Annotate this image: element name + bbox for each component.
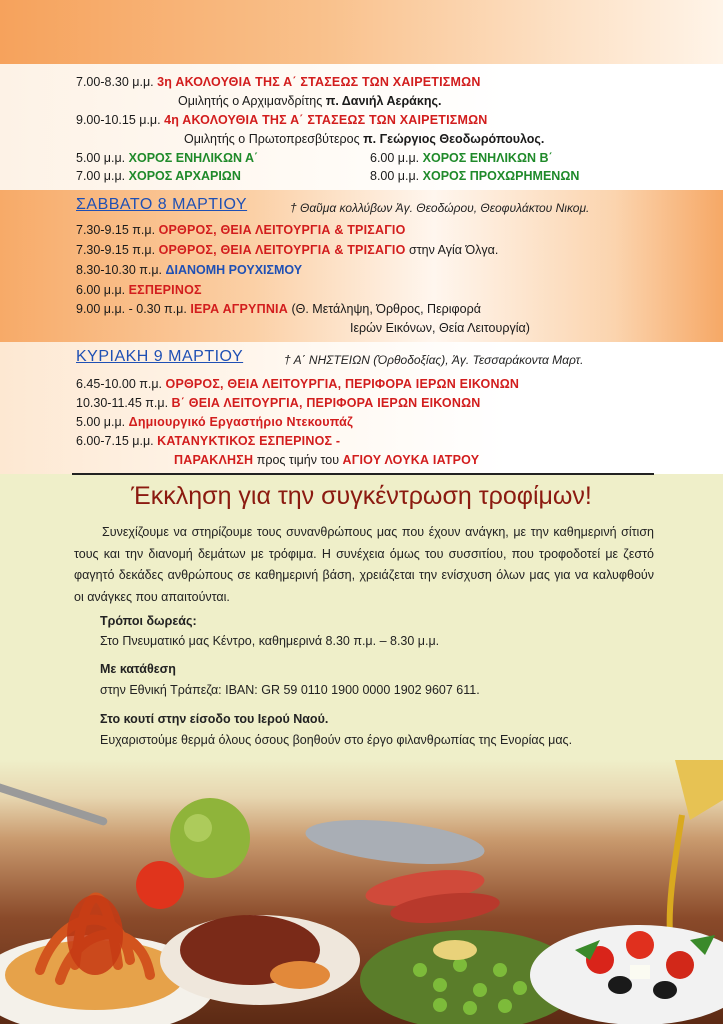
schedule-row xyxy=(76,301,481,317)
schedule-row xyxy=(76,262,302,278)
sunday-schedule-section xyxy=(0,342,723,474)
food-illustration-icon xyxy=(0,760,723,1024)
appeal-body: Συνεχίζουμε να στηρίζουμε τους συνανθρώπους μας που έχουν ανάγκη, με την καθημερινή σίτιση τους και την διανομή δεμάτων με τρόφιμα. Η συνέχεια όμως του συσσιτίου, που τροφοδοτεί με ζεστό φαγητό δεκάδες ανθρώπους σε καθημερινή βάση, χρειάζεται την ενίσχυση όλων μας για να καλυφθούν οι ανάγκες που απαιτούνται. xyxy=(74,525,654,604)
appeal-title: Έκκληση για την συγκέντρωση τροφίμων! xyxy=(131,482,592,510)
thanks-text: Ευχαριστούμε θερμά όλους όσους βοηθούν στο έργο φιλανθρωπίας της Ενορίας μας. xyxy=(100,733,573,747)
event-details-continuation: Ιερών Εικόνων, Θεία Λειτουργία) xyxy=(350,321,530,335)
saint-name: ΑΓΙΟΥ ΛΟΥΚΑ ΙΑΤΡΟΥ xyxy=(342,453,480,467)
choir-name: ΧΟΡΟΣ ΑΡΧΑΡΙΩΝ xyxy=(128,169,241,183)
schedule-row xyxy=(76,376,519,392)
event-title: ΟΡΘΡΟΣ, ΘΕΙΑ ΛΕΙΤΟΥΡΓΙΑ & ΤΡΙΣΑΓΙΟ xyxy=(158,223,406,237)
event-time: 6.00-7.15 μ.μ. xyxy=(76,434,154,448)
event-title: 4η ΑΚΟΛΟΥΘΙΑ ΤΗΣ Α΄ ΣΤΑΣΕΩΣ ΤΩΝ ΧΑΙΡΕΤΙΣΜΩΝ xyxy=(164,113,488,127)
schedule-row xyxy=(76,242,498,258)
event-time: 9.00 μ.μ. - 0.30 π.μ. xyxy=(76,302,187,316)
event-location: στην Αγία Όλγα. xyxy=(408,243,499,257)
event-title: ΟΡΘΡΟΣ, ΘΕΙΑ ΛΕΙΤΟΥΡΓΙΑ & ΤΡΙΣΑΓΙΟ xyxy=(158,243,406,257)
deposit-heading: Με κατάθεση xyxy=(100,662,176,676)
schedule-row xyxy=(76,395,481,411)
bank-iban: στην Εθνική Τράπεζα: IBAN: GR 59 0110 1900 0000 1902 9607 611. xyxy=(100,683,480,697)
choir-name: ΧΟΡΟΣ ΕΝΗΛΙΚΩΝ Α΄ xyxy=(128,151,259,165)
saturday-schedule-section xyxy=(0,190,723,342)
event-title: ΚΑΤΑΝΥΚΤΙΚΟΣ ΕΣΠΕΡΙΝΟΣ - xyxy=(157,434,341,448)
event-time: 7.30-9.15 π.μ. xyxy=(76,243,156,257)
event-time: 6.00 μ.μ. xyxy=(76,283,126,297)
event-time: 8.30-10.30 π.μ. xyxy=(76,263,163,277)
day-heading: ΣΑΒΒΑΤΟ 8 ΜΑΡΤΙΟΥ xyxy=(76,196,248,213)
choir-name: ΧΟΡΟΣ ΕΝΗΛΙΚΩΝ Β΄ xyxy=(422,151,553,165)
top-orange-band xyxy=(0,0,723,64)
event-time: 7.30-9.15 π.μ. xyxy=(76,223,156,237)
friday-schedule-section xyxy=(0,64,723,190)
schedule-row xyxy=(76,433,340,449)
event-title: ΕΣΠΕΡΙΝΟΣ xyxy=(128,283,202,297)
event-time: 10.30-11.45 π.μ. xyxy=(76,396,169,410)
event-title: ΟΡΘΡΟΣ, ΘΕΙΑ ΛΕΙΤΟΥΡΓΙΑ, ΠΕΡΙΦΟΡΑ ΙΕΡΩΝ ΕΙΚΟΝΩΝ xyxy=(165,377,520,391)
schedule-row xyxy=(76,282,202,298)
event-details: (Θ. Μετάληψη, Όρθρος, Περιφορά xyxy=(291,302,481,316)
schedule-row xyxy=(76,112,488,128)
speaker-name: π. Δανιήλ Αεράκης. xyxy=(325,94,442,108)
speaker-label: Ομιλητής ο Αρχιμανδρίτης xyxy=(178,94,323,108)
event-title: Δημιουργικό Εργαστήριο Ντεκουπάζ xyxy=(128,415,353,429)
speaker-row xyxy=(184,131,544,147)
choir-time: 5.00 μ.μ. xyxy=(76,151,126,165)
choir-time: 6.00 μ.μ. xyxy=(370,151,420,165)
schedule-row xyxy=(76,414,353,430)
speaker-name: π. Γεώργιος Θεοδωρόπουλος. xyxy=(363,132,545,146)
schedule-row-continuation xyxy=(174,452,479,468)
speaker-row xyxy=(178,93,441,109)
event-title: ΔΙΑΝΟΜΗ ΡΟΥΧΙΣΜΟΥ xyxy=(165,263,303,277)
choir-time: 7.00 μ.μ. xyxy=(76,169,126,183)
choir-row xyxy=(76,150,258,166)
section-divider xyxy=(72,473,654,475)
feast-of-day: † Θαῦμα κολλύβων Ἁγ. Θεοδώρου, Θεοφυλάκτου Νικομ. xyxy=(290,201,590,215)
food-collage-image xyxy=(0,760,723,1024)
speaker-label: Ομιλητής ο Πρωτοπρεσβύτερος xyxy=(184,132,360,146)
feast-of-day: † Α΄ ΝΗΣΤΕΙΩΝ (Ὀρθοδοξίας), Ἁγ. Τεσσαράκοντα Μαρτ. xyxy=(284,353,584,367)
event-time: 7.00-8.30 μ.μ. xyxy=(76,75,154,89)
donation-methods-heading: Τρόποι δωρεάς: xyxy=(100,614,197,628)
choir-row xyxy=(76,168,241,184)
event-time: 5.00 μ.μ. xyxy=(76,415,126,429)
donation-method-center: Στο Πνευματικό μας Κέντρο, καθημερινά 8.30 π.μ. – 8.30 μ.μ. xyxy=(100,634,440,648)
event-time: 6.45-10.00 π.μ. xyxy=(76,377,163,391)
event-title: Β΄ ΘΕΙΑ ΛΕΙΤΟΥΡΓΙΑ, ΠΕΡΙΦΟΡΑ ΙΕΡΩΝ ΕΙΚΟΝΩΝ xyxy=(171,396,481,410)
schedule-row xyxy=(76,74,481,90)
event-connector: προς τιμήν του xyxy=(256,453,340,467)
choir-row xyxy=(370,150,553,166)
event-title: ΠΑΡΑΚΛΗΣΗ xyxy=(174,453,254,467)
event-title: ΙΕΡΑ ΑΓΡΥΠΝΙΑ xyxy=(190,302,288,316)
choir-row xyxy=(370,168,579,184)
event-time: 9.00-10.15 μ.μ. xyxy=(76,113,161,127)
event-title: 3η ΑΚΟΛΟΥΘΙΑ ΤΗΣ Α΄ ΣΤΑΣΕΩΣ ΤΩΝ ΧΑΙΡΕΤΙΣΜΩΝ xyxy=(157,75,481,89)
choir-time: 8.00 μ.μ. xyxy=(370,169,420,183)
choir-name: ΧΟΡΟΣ ΠΡΟΧΩΡΗΜΕΝΩΝ xyxy=(422,169,580,183)
donation-box-heading: Στο κουτί στην είσοδο του Ιερού Ναού. xyxy=(100,712,329,726)
day-heading: ΚΥΡΙΑΚΗ 9 ΜΑΡΤΙΟΥ xyxy=(76,348,244,365)
schedule-row xyxy=(76,222,406,238)
